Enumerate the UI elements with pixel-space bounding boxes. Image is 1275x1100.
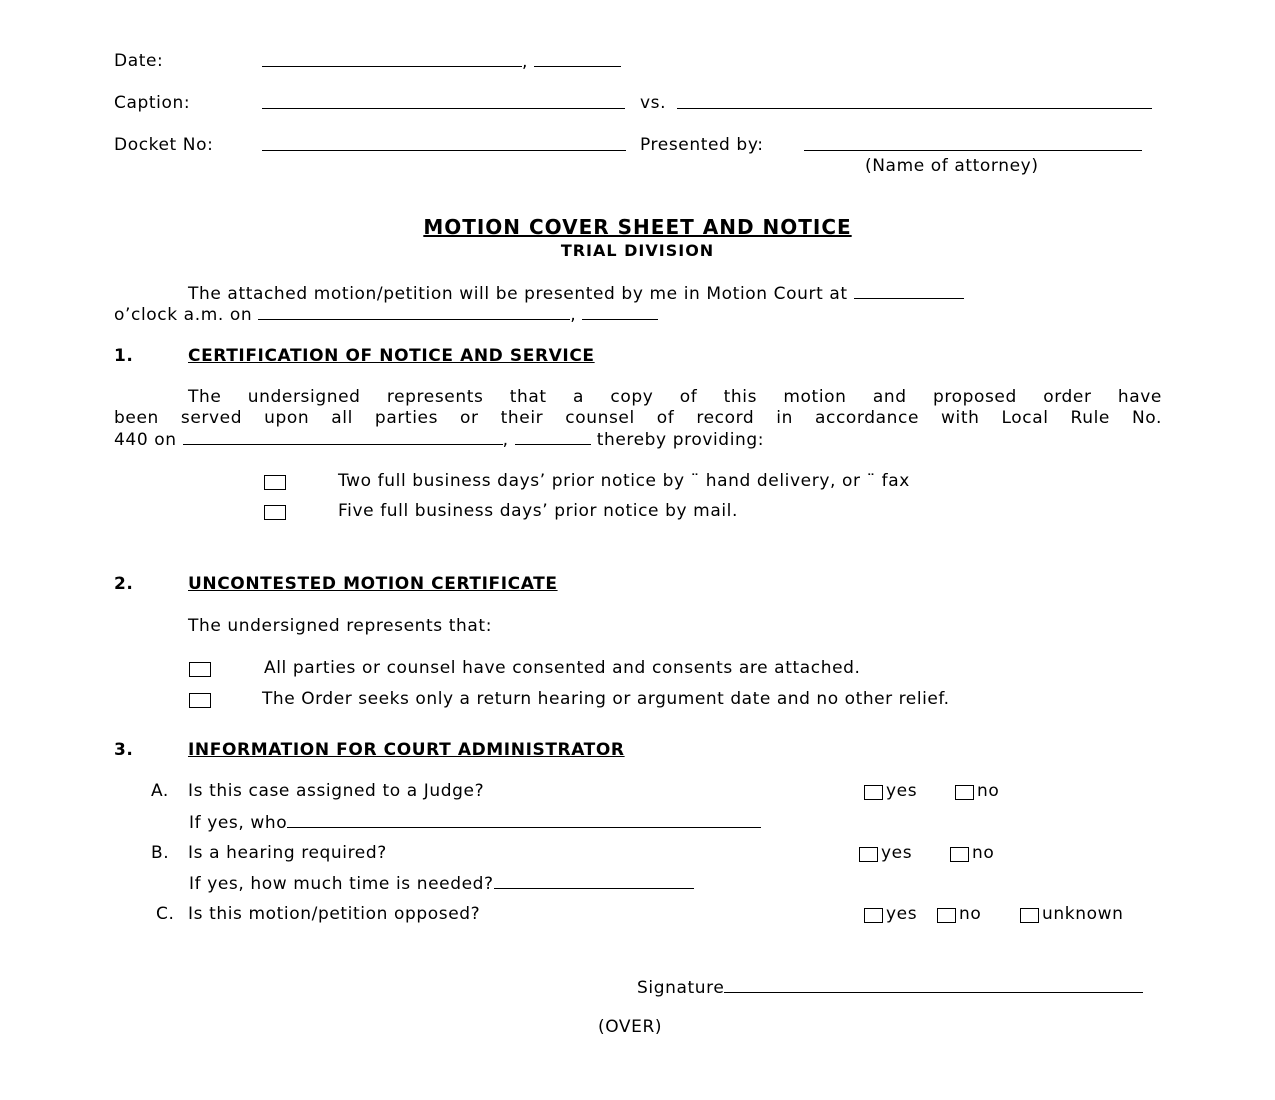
docket-field[interactable] bbox=[262, 135, 626, 156]
hearing-no-label: no bbox=[972, 843, 995, 863]
signature-label: Signature bbox=[637, 978, 725, 998]
consented-checkbox[interactable] bbox=[189, 662, 211, 677]
question-b-text: Is a hearing required? bbox=[188, 843, 387, 863]
section1-para-line3-a: 440 on bbox=[114, 430, 177, 450]
section1-number: 1. bbox=[114, 346, 134, 366]
date-label: Date: bbox=[114, 51, 164, 71]
judge-name-label: If yes, who bbox=[189, 813, 288, 833]
hearing-time-row bbox=[189, 873, 694, 894]
section3-heading: INFORMATION FOR COURT ADMINISTRATOR bbox=[188, 740, 625, 760]
section2-intro: The undersigned represents that: bbox=[188, 616, 493, 636]
docket-label: Docket No: bbox=[114, 135, 214, 155]
return-hearing-label: The Order seeks only a return hearing or argument date and no other relief. bbox=[262, 689, 950, 709]
court-date-field[interactable] bbox=[258, 304, 570, 320]
question-c-text: Is this motion/petition opposed? bbox=[188, 904, 481, 924]
signature-row bbox=[637, 977, 1143, 998]
question-c-letter: C. bbox=[156, 904, 175, 924]
presented-by-field[interactable] bbox=[804, 135, 1142, 156]
five-day-notice-checkbox[interactable] bbox=[264, 505, 286, 520]
presented-by-label: Presented by: bbox=[640, 135, 764, 155]
date-field[interactable]: , bbox=[262, 51, 621, 72]
section1-para-line3: 440 on , thereby providing: bbox=[114, 430, 765, 450]
caption-plaintiff-field[interactable] bbox=[262, 93, 625, 114]
section2-heading: UNCONTESTED MOTION CERTIFICATE bbox=[188, 574, 558, 594]
question-b-letter: B. bbox=[151, 843, 170, 863]
question-a-letter: A. bbox=[151, 781, 169, 801]
intro-line2: o’clock a.m. on , bbox=[114, 304, 658, 325]
consented-label: All parties or counsel have consented and consents are attached. bbox=[264, 658, 861, 678]
hearing-no-checkbox[interactable] bbox=[950, 847, 969, 862]
return-hearing-checkbox[interactable] bbox=[189, 693, 211, 708]
section1-heading: CERTIFICATION OF NOTICE AND SERVICE bbox=[188, 346, 595, 366]
section2-number: 2. bbox=[114, 574, 134, 594]
opposed-yes-label: yes bbox=[886, 904, 918, 924]
judge-no-label: no bbox=[977, 781, 1000, 801]
judge-yes-label: yes bbox=[886, 781, 918, 801]
court-time-field[interactable] bbox=[854, 283, 964, 299]
judge-no-checkbox[interactable] bbox=[955, 785, 974, 800]
attorney-note: (Name of attorney) bbox=[865, 156, 1039, 176]
five-day-notice-label: Five full business days’ prior notice by mail. bbox=[338, 501, 738, 521]
hearing-yes-checkbox[interactable] bbox=[859, 847, 878, 862]
intro-line1-text: The attached motion/petition will be presented by me in Motion Court at bbox=[188, 284, 848, 304]
vs-label: vs. bbox=[640, 93, 667, 113]
opposed-no-label: no bbox=[959, 904, 982, 924]
document-title: MOTION COVER SHEET AND NOTICE bbox=[423, 215, 852, 239]
section1-para-line1: The undersigned represents that a copy of this motion and proposed order have bbox=[188, 387, 1162, 407]
opposed-unknown-checkbox[interactable] bbox=[1020, 908, 1039, 923]
section3-number: 3. bbox=[114, 740, 134, 760]
signature-field[interactable] bbox=[724, 977, 1143, 993]
section1-para-line3-b: thereby providing: bbox=[596, 430, 765, 450]
opposed-yes-checkbox[interactable] bbox=[864, 908, 883, 923]
judge-name-row bbox=[189, 812, 761, 833]
judge-yes-checkbox[interactable] bbox=[864, 785, 883, 800]
two-day-notice-label: Two full business days’ prior notice by ¨ hand delivery, or ¨ fax bbox=[338, 471, 910, 491]
document-subtitle: TRIAL DIVISION bbox=[560, 241, 715, 260]
caption-label: Caption: bbox=[114, 93, 191, 113]
question-a-text: Is this case assigned to a Judge? bbox=[188, 781, 485, 801]
over-note: (OVER) bbox=[598, 1017, 663, 1037]
hearing-yes-label: yes bbox=[881, 843, 913, 863]
opposed-unknown-label: unknown bbox=[1042, 904, 1124, 924]
service-date-field[interactable] bbox=[183, 429, 503, 445]
opposed-no-checkbox[interactable] bbox=[937, 908, 956, 923]
hearing-time-field[interactable] bbox=[494, 873, 694, 889]
service-year-field[interactable] bbox=[515, 429, 591, 445]
intro-line1 bbox=[188, 283, 964, 304]
hearing-time-label: If yes, how much time is needed? bbox=[189, 874, 494, 894]
judge-name-field[interactable] bbox=[287, 812, 761, 828]
section1-para-line2: been served upon all parties or their counsel of record in accordance with Local Rule No. bbox=[114, 408, 1162, 428]
intro-line2-text: o’clock a.m. on bbox=[114, 305, 253, 325]
caption-defendant-field[interactable] bbox=[677, 93, 1152, 114]
court-year-field[interactable] bbox=[582, 304, 658, 320]
two-day-notice-checkbox[interactable] bbox=[264, 475, 286, 490]
